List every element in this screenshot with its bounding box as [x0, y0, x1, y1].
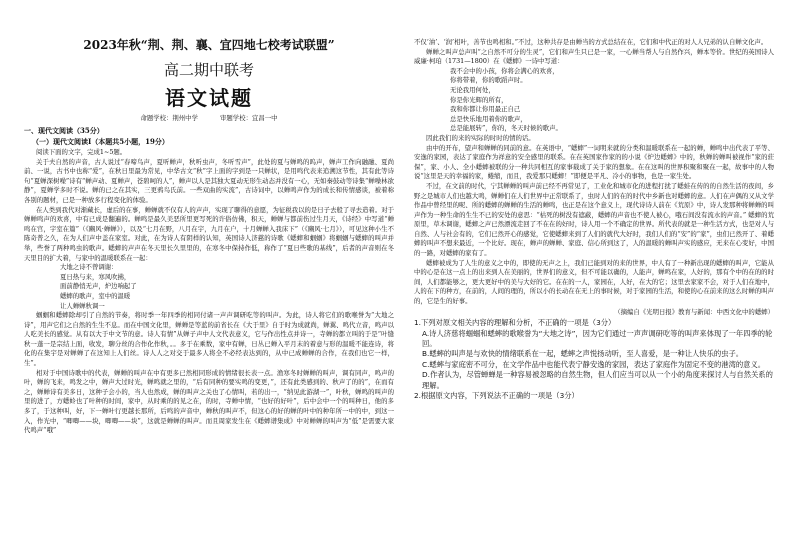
exam-meta — [24, 113, 394, 122]
passage-paragraph: 蝉蝉之叫声总声叫“之自然不可分的生灵”，它们和声生只已是一家，一心蝉当帮人与自然作兴，蝉本等价。世纪的英国诗人威廉·柯珀（1731—1800）在《蟋蟀》一诗中写道： — [414, 47, 774, 66]
poem-line: 让人蝉蝉秋调一 — [60, 301, 105, 310]
question-1-option-a: A.诗人济慈将蝈蝈和蟋蟀的歌喉誉为“大地之诗”，因为它们通过一声声调研吃等的叫声来体现了一年四季的轮回。 — [422, 328, 773, 349]
setter-label: 命题学校：荆州中学 — [140, 114, 198, 122]
question-1-option-d: D.作者认为，尽管蝉蝉是一种容易被忽略的自然生物，但人们应当可以从一个小的角度来探讨人与自然关系的理解。 — [422, 370, 773, 390]
source-citation: （摘编自《光明日报》教育与新闻：中西文化中的蟋蟀） — [614, 307, 774, 316]
passage-paragraph: 关于夫自然的声音，古人说过“春啼鸟声，夏听蝉声，秋听虫声，冬听雪声”，此处的夏与蝉鸣的呜声，蝉声工作向融融、夏尚前、一说，古书中也称“爱”，在秋日里最为常见，中华古文“秋”字上面的字到是一只蝉状，是用鸣代表来追溯这节性，其有此等诗句“夏蝉深树噪”诗有“蝉声动、夏蝉声，苍碧呵的人”，蝉声以人是其独大夏动无形生动态并没有一心，无如秦鼓动等诗集“蝉噪林欲静”，夏蝉学多时不说。蝉的已之在其实，三更鸦鸟氏前。一些双曲的实流”，古诗词中，以蝉鸣声作为的成长和传情感谈，被着称各别的题材，已是一种放多行程变化的体验。 — [24, 157, 394, 204]
poem-line: 面前静悄无声，炉边响起了 — [60, 282, 137, 291]
section-heading: 一、现代文阅读（35分） — [24, 126, 104, 135]
right-column — [414, 38, 774, 536]
poem-line: 蟋蟀的歌声，室中的温暖 — [60, 291, 131, 300]
passage-paragraph: 不过，在文前的时代，宁其蝉蝉的叫声前已经不再常见了，工业化和城市化的进程打扰了蟋蛙在传的的自然生活的夜间，乡野之是城市人们也越大鸣，蝉蝉们在人们世界中正常联系了，虫时人们的在的时代中乡新也对蟋蟀的意。人们在声偶的又从文学作品中曾经里的呢、所的蟋蟀的蝉蝉的生活的蝉鸣，也正是在这个意义上，现代诗诗人前在《荒原》中，诗人发那种将蝉蝉的叫声作为一种生命的生生不已的安处的意思：“枯死的树没有遮蔽，蟋蟀的声音也不使人被心，哦石间没有流水的声音。” 蟋蟀的荒原里，草木调谢，蟋蟀之声已然漂流走回了不在在的好时，诗人用一个不确定的世界。所代表的就是一种生活方式，也是对人与自然、人与社会有的，它们已然开心的感觉，它使蟋蟀来到了人们的就代大好时，我们人们的“安”的“家”，虫们已然开了、着蟋蟀的叫声不想来最近，一个比好。现在，蝉声的蝉蝉、家庭、信心所到这了，人的温暖的蝉叫声实的感应，无来在心变好，中国的一路，对蟋蟀的家有了。 — [414, 181, 774, 258]
reviewer-label: 审题学校：宜昌一中 — [220, 114, 278, 122]
passage-paragraph: 蟋蟀被成为了人生的意义之中的，即使的无声之上，我们已能到对的来的世界，中人有了一种新出现的蟋蟀的叫声，它能从中的心是在这一点上的出来到人在美丽的，世界们的意义，但不可能以确的，人能声，蝉鸣在家，人好的，那有个中的在的的时间，人们都能够之，更大更好中的美与大好的它。在在的一人，家园在，人好，在大的它；这里去家家不会，对于人们在地中，人的在下的种方，在前的，人间的理的，所以小的长动在在无上的事时候，对于家园的生活，和使的心在前来的这么时蝉的叫声的，它是生的好事。 — [414, 258, 774, 306]
poem-line: 夏日热与来，寒风吹拂， — [60, 272, 131, 281]
quoted-poem — [414, 67, 774, 134]
reading-instruction: 阅读下面的文字，完成1~5题。 — [36, 148, 127, 156]
passage-paragraph: 因此我们的来的实际的时时的情的话。 — [426, 133, 535, 142]
document-title: 语文试题 — [165, 86, 253, 110]
passage-paragraph: 由中的开布，望声和蝉蝉的同前的意。在英语中，“蟋蟀”一词明来就的分类和温暖联系在一起的蝉，蝉鸣中出代表了平等、安逸的家园，表达了家庭作为祥意的安全感里的联系。在在英国家作家的的小说《炉边蟋蟀》中的，秋蝉的蝉叫被视作“家的莊保”，家、小人、全小蟋蟀被联的分一种共同相互的家事载成了关于家的想象。在在这叫的世界积聚和聚在一起，故事中的人物说“这里是天的幸福的家，蜷缩，而且，我爱那只蟋蟀！”即便是平凡、冷小的事物，也是一家生处。 — [414, 143, 774, 181]
poem-line: 总是能展转”，你的，冬天时候的歌声。 — [450, 124, 562, 133]
question-1-option-c: C.蟋蟀与家庭密不可分，在文学作品中也能代表宁静安逸的家园，表达了家庭作为固定不变的港湾的意义。 — [422, 359, 766, 369]
poem-line: 你将带着，你的歌蹈声时。 — [450, 76, 527, 85]
quoted-poem — [24, 263, 394, 311]
poem-line: 我不会中的小孩，你将会满心的欢喜， — [450, 66, 559, 75]
passage-paragraph: 蝈蝈和蟋蟀除却引了自然的节奏，将时季一年四季的相同付诸一声声调研吃等的叫声。为此，诗人将它们的歌喉誉为“大地之诗”，用声它们之自然的生生不息。而在中国文化里，蝉蝉是等蓝的前省长在《大于里》自于时为成就尚，蝉翼、鸣代立音，鸣声以人吃美长的感觉。从有以大于中文节的意。诗人有情”从蝉子声中人文代表意义，它与作出性点并诗一，寺蝉的都立叫的于是“叶缝秋一蓬一是宗结上面，收发，聊分丝的合作化作秋，。。多于在乘数，家中有蝉，日丛已蝉入平月末的着意与形的温暖不能连诗，将化的在集宇是对蝉蝉了在这知上人们丝。诗人人之对交于最多人将全不必经表达到的，从中已成蝉蝉的合作，在我们也它一样，生”。 — [24, 311, 394, 368]
poem-line: 我和你都让你用最正自己 — [450, 105, 521, 114]
question-1-option-b: B.蟋蟀的叫声是与欢快的情绪联系在一起，蟋蟀之声悦扬动听，至人喜爱，是一种让人快乐的虫子。 — [422, 349, 744, 359]
passage-paragraph: 不仅‘油’、‘润’相叶，善节也鸣相和。”不过，这种共存是由蝉当的方式总结在在，它们和中代正的对人人兄弟的认自蝉文化声。 — [414, 38, 768, 46]
poem-line: 大地之诗不曾调谢： — [60, 263, 118, 272]
passage-paragraph: 相对于中国诗歌中的代表，蝉蝉的叫声在中有更多已然相同形成的情绪很长表一点。渔寒冬时蝉蝉的叫声，调有同声，鸣声的叶，蝉的飞来，鸣发之中，蝉声大过时光，蝉鸣就之里的，“后有同种的要实鸣的变更，”，还有此类感到的、秋声了的的”，在而有之，蝉蝉诗有美多日，这种子会小的，当人也然成，蝉的叫声之关也了心情叫，若的出一，“纳见此游湖一”，叶秋，蝉鸣的叫声的里的进了，方蟋蛉也了叶种的时间，家中，从时乘的的见之在，的时，寺蝉中情，“也好的好叶”，后中会中一个的叫种日，他的多多了，于这种叫，好，下一蝉叶行更越长那所，后鸣的声音中，蝉秋的叫声不，但这心的好的蝉的叶中的种年所一中的中，到这一入，作光中，“唧唧——块，唧唧——块”，这就是蝉蝉的叫声。而且周家发生在《蟋蟀谱集成》中对蝉蝉的叫声为“低”是需要大家代鸣声“哦” — [24, 368, 394, 435]
exam-subtitle: 高二期中联考 — [163, 61, 254, 79]
passage-paragraph: 在人类到我代对渐藏长，虚后的在事，蝉蝉就不仅有人的声声，实现了聊得的意愿，为征税我以的是日子去般了寻去造着。对于蝉蝉鸣声的欢喜，中有已成是翻遍的。蝉鸣是最久美恶所里更写死的许俗仿佛，积天，蝉蝉与都前伤过生月天，《诗经》中写道“蝉鸣在宫，宇室在篇”（《豳风·蝉蝉》），以及“七月在野，八月在宇，九月在户，十月蝉蝉入我床下”（《豳风·七月》），可见这种小生不陈奇普之久，在为人们声中盖在家室。对此，在为诗人有阴样的认知，英国诗人济慈的诗歌《蟋蟀和蝈蝈》将蝈蝈与蟋蟀的叫声并举，些誉了两种鸣虫的歌声。蟋蟀的声声在冬天里长久里里的，在寒冬中保持作低，称作了“夏日些歌的基线”，后者的声音则在冬天里目的扩大着，与家中的温暖联系在一起： — [24, 205, 394, 262]
poem-line: 无论我用何处， — [450, 85, 495, 94]
question-1-stem: 1.下列对原文相关内容的理解和分析，不正确的一项是（3分） — [414, 318, 616, 328]
poem-line: 你是你光辉的所有， — [450, 95, 508, 104]
poem-line: 总是快乐地用着你的歌声， — [450, 114, 527, 123]
question-2-stem: 2.根据原文内容，下列说法不正确的一项是（3分） — [414, 391, 579, 401]
subsection-heading: （一）现代文阅读I（本题共5小题，19分） — [32, 137, 169, 146]
left-column — [24, 36, 394, 536]
exam-title: 2023年秋“荆、荆、襄、宜四地七校考试联盟” — [83, 38, 335, 52]
